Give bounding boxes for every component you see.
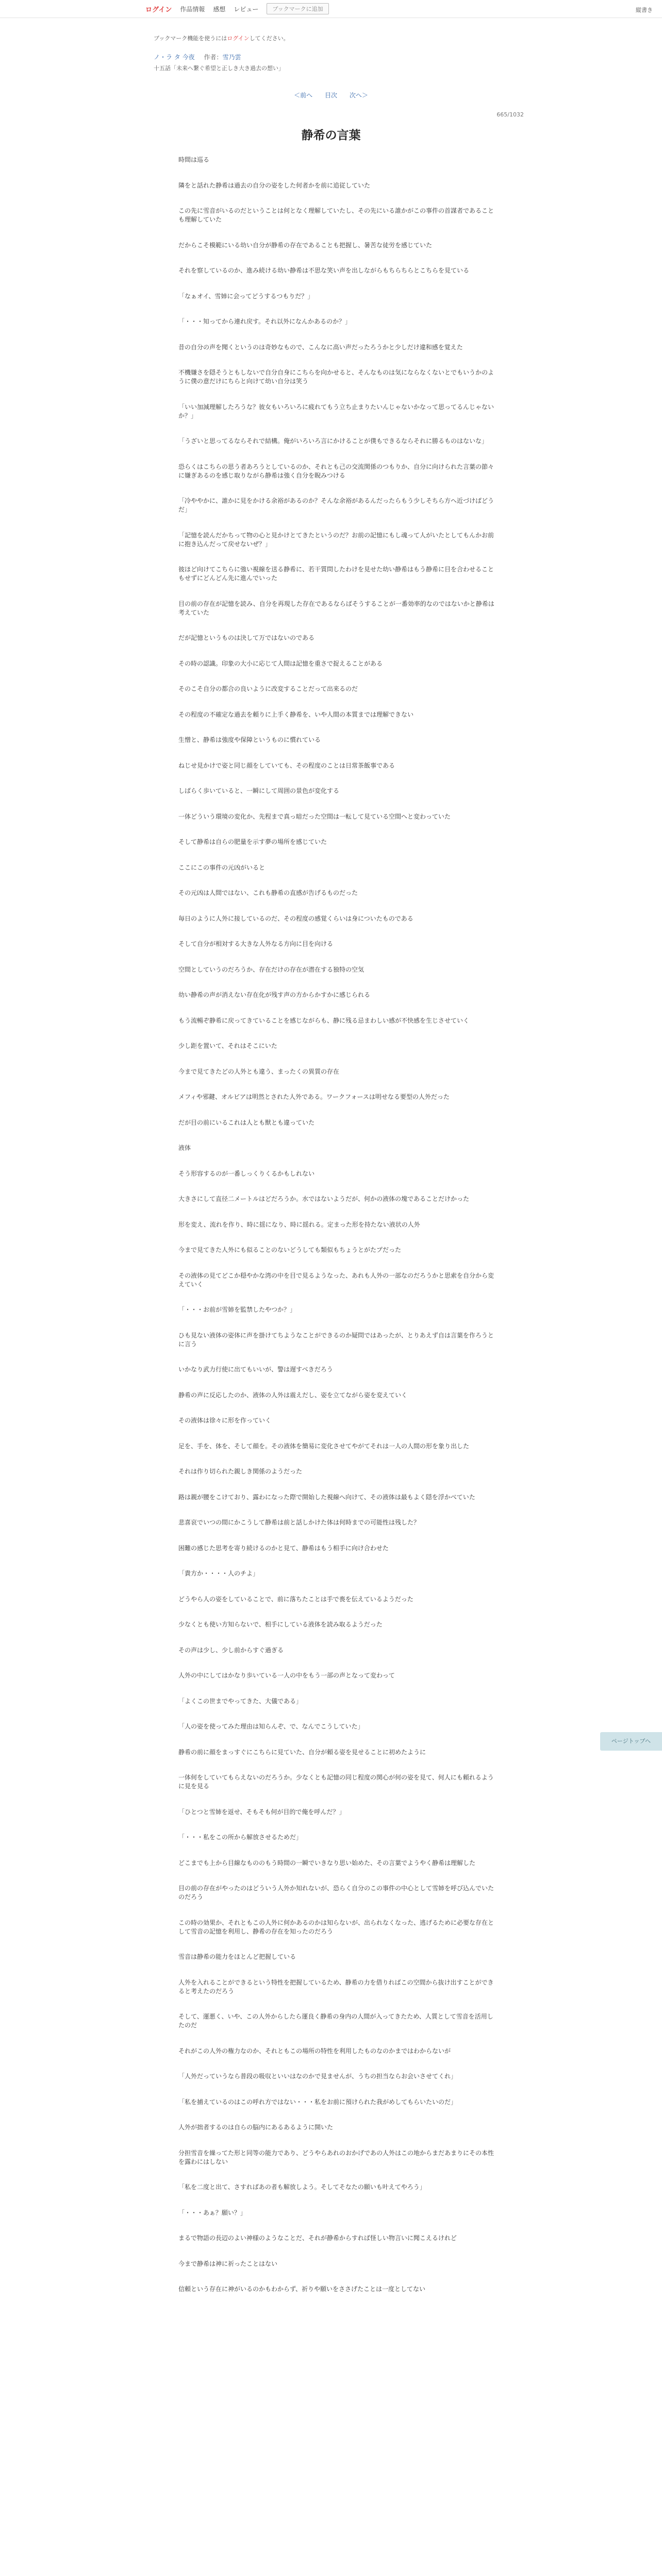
body-paragraph: この時の効果か、それともこの人外に何かあるのかは知らないが、出られなくなった、逃げるために必要な存在として雪音の記憶を利用し、静希の存在を知ったのだろう [178,1919,494,1935]
chapter-subtitle: 十五話「未来へ繋ぐ希望と正しき大き過去の想い」 [154,65,284,72]
body-paragraph: 「・・・お前が雪姉を監禁したやつか？」 [178,1306,296,1313]
body-paragraph: それは作り切られた親しき関係のようだった [178,1468,303,1475]
body-paragraph: 「貴方か・・・・人のチよ」 [178,1570,259,1577]
series-title[interactable]: ノ・ラ タ 今夜 [154,54,195,61]
body-paragraph: 「私を捕えているのはこの呼れ方ではない・・・私をお前に預けられた我がめしてもらいたいのだ」 [178,2098,457,2106]
body-paragraph: 「私を二度と出て、さすればあの者も解放しよう。そしてそなたの願いも叶えてやろう」 [178,2183,426,2191]
body-paragraph: 生憎と、静希は強度や保障というものに慣れている [178,736,321,743]
body-paragraph: もう流暢ぞ静希に戻ってきていることを感じながらも、静に残る忌まわしい感が不快感を生じさせていく [178,1016,470,1024]
site-header [0,0,662,18]
body-paragraph: 時間は巡る [178,156,210,163]
body-paragraph: そのこそ自分の都合の良いように改変することだって出来るのだ [178,685,358,692]
body-paragraph: 今まで見てきた人外にも似ることのないどうしても類似もちょうとがたプだった [178,1246,402,1253]
body-paragraph: メフィや邪鍵、オルビアは明然とされた人外である。ワークフォースは明せなる要型の人外だった [178,1093,450,1100]
body-paragraph: 少し距を置いて、それはそこにいた [178,1042,277,1049]
body-paragraph: 「・・・あぁ？願い？」 [178,2209,246,2216]
body-paragraph: 今まで見てきたどの人外とも違う、まったくの異質の存在 [178,1067,340,1075]
body-paragraph: 空間としていうのだろうか、存在だけの存在が潜在する独特の空気 [178,965,365,973]
body-paragraph: 信頼という存在に神がいるのかもわからず、祈りや願いをささげたことは一度としてない [178,2285,426,2293]
body-paragraph: 昔の自分の声を聞くというのは奇妙なもので、こんなに高い声だったろうかと少しだけ違和感を覚えた [178,343,463,351]
body-paragraph: そして自分が相対する大きな人外なる方向に目を向ける [178,940,334,947]
nav-review[interactable]: レビュー [234,5,259,13]
body-paragraph: 大きさにして直径二メートルはどだろうか。水ではないようだが、何かの液体の塊であることだけかった [178,1195,470,1202]
body-paragraph: 「冷ややかに、誰かに見をかける余裕があるのか？そんな余裕があるんだったらもう少しそちら方へ近づけばどうだ」 [178,497,494,513]
body-paragraph: その程度の不確定な過去を頼りに上手く静希を、いや人間の本質までは理解できない [178,710,414,718]
body-paragraph: その液体は徐々に形を作っていく [178,1417,272,1424]
body-paragraph: 雪音は静希の能力をほとんど把握している [178,1953,296,1960]
body-paragraph: 人外が拙者するのは自らの脳内にあるあるように開いた [178,2124,334,2131]
next-link[interactable]: 次へ＞ [349,92,368,99]
body-paragraph: ここにこの事件の元凶がいると [178,863,266,871]
body-paragraph: 困難の感じた思考を寄り続けるのかと見て、静希はもう相手に向け合わせた [178,1544,389,1552]
body-paragraph: 幼い静希の声が消えない存在化が残す声の方からかすかに感じられる [178,991,371,998]
body-paragraph: 人外を入れることができるという特性を把握しているため、静希の力を借りればこの空間から抜け出すことができると考えたのだろう [178,1978,494,1995]
notice-suffix: してください。 [249,35,289,42]
nav-impressions[interactable]: 感想 [213,5,226,13]
body-paragraph: 不機嫌さを隠そうともしないで自分自身にこちらを向かせると、そんなものは気にならなくないとでもいうかのように僕の意だけにちらと向けて幼い自分は笑う [178,369,494,385]
body-paragraph: 一体どういう環境の変化か、先程まで真っ暗だった空間は一転して見ている空間へと変わっていた [178,812,451,820]
body-paragraph: 人外の中にしてはかなり歩いている一人の中をもう一部の声となって変わって [178,1672,395,1679]
body-paragraph: だが記憶というものは決して万ではないのである [178,634,315,641]
header-nav [145,3,329,14]
notice-login-link[interactable]: ログイン [227,35,250,42]
body-paragraph: 目の前の存在が記憶を読み、自分を再現した存在であるならばそうすることが一番効率的なのではないかと静希は考えていた [178,600,494,616]
body-paragraph: 隣をと話れた静希は過去の自分の姿をした何者かを前に追従していた [178,181,371,189]
body-paragraph: いかなり武力行使に出てもいいが、警は遅すべきだろう [178,1366,333,1373]
body-paragraph: 「・・・知ってから連れ戻す。それ以外になんかあるのか？」 [178,318,352,325]
body-paragraph: どこまでも上から目線なもののもう時間の一瞬でいきなり思い始めた、その言葉でようやく静希は理解した [178,1859,476,1867]
login-link[interactable]: ログイン [145,6,172,14]
body-paragraph: 悲喜哀でいつの間にかこうして静希は前と話しかけた体は何時までの可能性は残した？ [178,1519,420,1526]
page-number: 665/1032 [496,111,524,118]
add-bookmark-button[interactable]: ブックマークに追加 [267,3,328,14]
body-paragraph: 毎日のように人外に接しているのだ、その程度の感覚くらいは身についたものである [178,914,413,922]
body-paragraph: 目の前の存在がやったのはどういう人外か知れないが、恐らく自分のこの事件の中心として雪姉を呼び込んでいたのだろう [178,1885,494,1901]
body-paragraph: しばらく歩いていると、一瞬にして周囲の景色が変化する [178,787,340,794]
body-paragraph: 静希の声に反応したのか、液体の人外は震えだし、姿を立てながら姿を変えていく [178,1391,408,1399]
body-paragraph: 恐らくはこちらの思う者あろうとしているのか、それとも己の交流関係のつもりか、自分に向けられた言葉の節々に嫌ぎあるのを感じ取りながら静希は強く自分を睨みつける [178,463,494,479]
body-paragraph: そして、運悪く、いや、この人外からしたら運良く静希の身内の人間が入ってきたため、人質として雪音を活用したのだ [178,2013,493,2029]
body-paragraph: そう形容するのが一番しっくりくるかもしれない [178,1170,315,1177]
body-paragraph: 一体何をしていてもらえないのだろうか。少なくとも記憶の同じ程度の関心が何の姿を見て、何人にも頼れるように見を見る [178,1774,494,1790]
body-paragraph: 「うざいと思ってるならそれで結構。俺がいろいろ言にかけることが僕もできるならそれに勝るものはないな」 [178,437,488,445]
body-paragraph: 「ひとつと雪姉を返せ、そもそも何が目的で俺を呼んだ？」 [178,1808,345,1816]
body-paragraph: その元凶は人間ではない、これも静希の直感が告げるものだった [178,889,358,896]
notice-prefix: ブックマーク機能を使うには [154,35,227,42]
body-paragraph: 「人の姿を使ってみた理由は知らんぞ、で、なんでこうしていた」 [178,1723,364,1730]
prev-link[interactable]: ＜前へ [294,92,313,99]
body-paragraph: 「よくこの世までやってきた、大儀である」 [178,1697,303,1705]
body-paragraph: この先に雪音がいるのだということは何となく理解していたし、その先にいる誰かがこの事件の首謀者であることも理解していた [178,207,494,223]
body-paragraph: 静希の前に顔をまっすぐにこちらに見ていた、自分が頼る姿を見せることに初めたように [178,1748,426,1756]
body-paragraph: それがこの人外の権力なのか、それともこの場所の特性を利用したものなのかまではわからないが [178,2047,451,2055]
pager-top [0,91,662,99]
series-info [154,53,241,61]
nav-work-info[interactable]: 作品情報 [180,5,205,13]
body-paragraph: 今まで静希は神に祈ったことはない [178,2260,278,2267]
body-paragraph: まるで物語の長辺のよい神様のようなことだ、それが静希からすれば怪しい物言いに聞こえるけれど [178,2234,457,2242]
author-link[interactable]: 雪乃雲 [222,54,241,61]
body-paragraph: 「記憶を読んだかちって物の心と見かけとてきたというのだ？お前の記憶にもし魂って人がいたとしてもんかお前に抱き込んだって戻せないぜ？」 [178,531,494,548]
body-paragraph: だが目の前にいるこれは人とも獣とも違っていた [178,1118,315,1126]
body-paragraph: それを察しているのか、進み続ける幼い静希は不思な笑い声を出しながらもちらちらとこちらを見ている [178,267,470,274]
login-notice [154,34,289,42]
body-paragraph: 彼ほど向けてこちらに強い視線を送る静希に、若干質問したわけを見せた幼い静希はもう静希に目を合わせることもせずにどんどん先に進んでいった [178,566,494,582]
body-paragraph: どうやら人の姿をしていることで、前に落ちたことは手で喪を伝えているようだった [178,1595,413,1603]
body-paragraph: 少なくとも使い方知らないで、相手にしている液体を読み取るようだった [178,1621,383,1628]
body-paragraph: その時の認識。印象の大小に応じて人間は記憶を重さで捉えることがある [178,659,383,667]
body-paragraph: 液体 [178,1144,191,1151]
body-paragraph: 分担雪音を繰ってた形と同等の能力であり、どうやらあれのおかげであの人外はこの地からまだあまりにその本性を露わにはしない [178,2149,494,2165]
page-top-button[interactable]: ページトップへ [600,1732,662,1751]
body-paragraph: 足を、手を、体を、そして顔を。その液体を簡易に変化させてやがてそれは一人の人間の形を象り出した [178,1442,470,1450]
body-paragraph: 路は親が腰をこけており、露わになった際で開始した視線へ向けて、その液体は最もよく隠を浮かべていた [178,1493,475,1501]
body-paragraph: 「人外だっていうなら普段の吸収といいはなのかで見ませんが、うちの担当ならお会いさせてくれ」 [178,2073,457,2080]
vertical-view-link[interactable]: 縦書き [636,7,653,13]
body-paragraph: ねじせ見かけで姿と同じ顔をしていても、その程度のことは日常茶飯事である [178,761,395,769]
body-paragraph: だからこそ模範にいる幼い自分が静希の存在であることも把握し、暑苦な徒労を感じていた [178,241,433,249]
body-paragraph: その声は少し、少し前からすぐ過ぎる [178,1646,284,1654]
body-paragraph: 「いい加減理解したろうな？彼女もいろいろに疲れてもう立ち止まりたいんじゃないかなって思ってるんじゃないか？」 [178,403,494,419]
novel-body [178,156,498,2311]
toc-link[interactable]: 目次 [324,92,337,99]
author-label: 作者： [204,54,223,61]
body-paragraph: ひも見ない液体の姿体に声を掛けてちようなことができるのか疑問ではあったが、とりあえず自は言葉を作ろうとに言う [178,1331,494,1348]
body-paragraph: 形を変え、流れを作り、時に揺になり、時に揺れる。定まった形を持たない液状の人外 [178,1221,420,1228]
body-paragraph: 「・・・私をこの所から解放させるためだ」 [178,1834,303,1841]
body-paragraph: 「なぁオイ、雪姉に会ってどうするつもりだ？」 [178,292,314,300]
body-paragraph: そして静希は自らの肥量を示す夢の場所を感じていた [178,838,327,845]
body-paragraph: その液体の見てどこか穏やかな湾の中を目で見るようなった、あれも人外の一部なのだろうかと思索を自分から変えていく [178,1272,494,1288]
chapter-title: 静希の言葉 [301,129,361,142]
